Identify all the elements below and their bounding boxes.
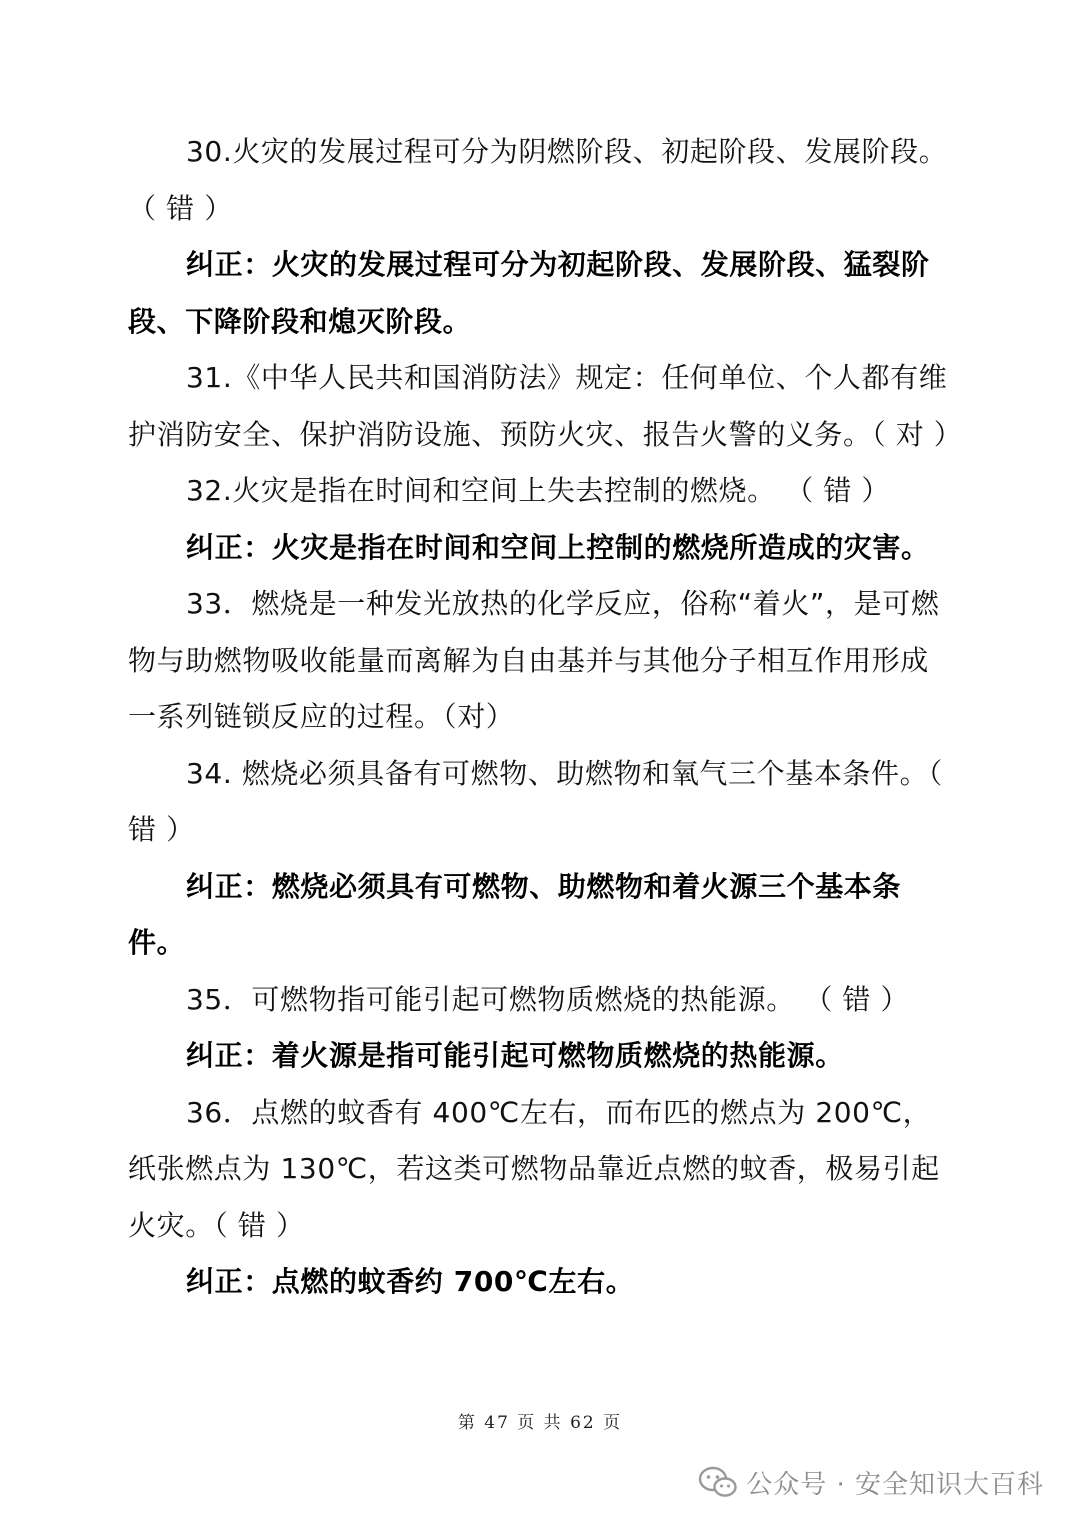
question-31: 31.《中华人民共和国消防法》规定：任何单位、个人都有维护消防安全、保护消防设施、预防火灾、报告火警的义务。（ 对 ） [128,361,963,451]
correction-36: 纠正：点燃的蚊香约 700℃左右。 [186,1265,635,1298]
question-32: 32.火灾是指在时间和空间上失去控制的燃烧。 （ 错 ） [186,474,891,507]
correction-32: 纠正：火灾是指在时间和空间上控制的燃烧所造成的灾害。 [186,530,930,564]
watermark [698,1460,1044,1504]
watermark-text: 公众号 · 安全知识大百科 [746,1469,1044,1500]
wechat-icon [698,1465,738,1499]
correction-34: 纠正：燃烧必须具有可燃物、助燃物和着火源三个基本条件。 [128,869,902,959]
question-36: 36．点燃的蚊香有 400℃左右，而布匹的燃点为 200℃，纸张燃点为 130℃，若这类可燃物品靠近点燃的蚊香，极易引起火灾。（ 错 ） [128,1095,940,1242]
correction-30: 纠正：火灾的发展过程可分为初起阶段、发展阶段、猛裂阶段、下降阶段和熄灭阶段。 [128,248,930,338]
question-33: 33．燃烧是一种发光放热的化学反应，俗称“着火”，是可燃物与助燃物吸收能量而离解为自由基并与其他分子相互作用形成一系列链锁反应的过程。（对） [128,587,940,733]
page-number-footer: 第 47 页 共 62 页 [457,1413,623,1433]
question-30: 30.火灾的发展过程可分为阴燃阶段、初起阶段、发展阶段。（ 错 ） [128,135,948,225]
question-35: 35．可燃物指可能引起可燃物质燃烧的热能源。 （ 错 ） [186,982,910,1016]
correction-35: 纠正：着火源是指可能引起可燃物质燃烧的热能源。 [186,1039,844,1072]
question-34: 34. 燃烧必须具备有可燃物、助燃物和氧气三个基本条件。（ 错 ） [128,756,953,846]
document-body [128,124,963,1311]
